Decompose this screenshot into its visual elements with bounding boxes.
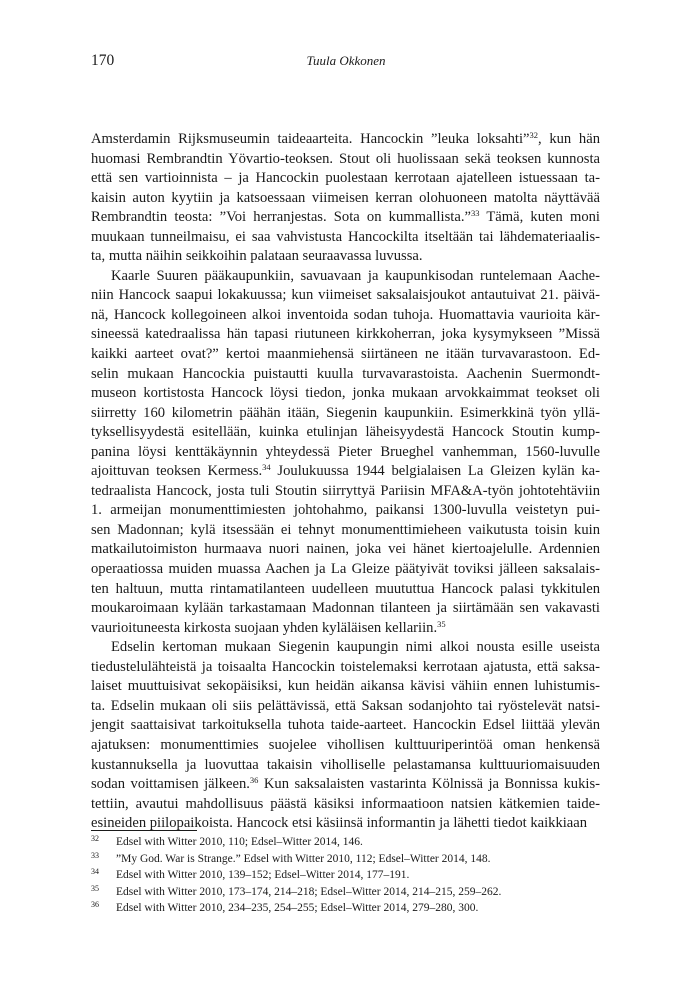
text-run: Kun saksalaisten vastarinta Kölnissä ja Bonnissa kukis- [258,776,600,793]
text-run: huomasi Rembrandtin Yövartio-teoksen. Stout oli huolissaan sekä teoksen kunnosta [91,150,600,167]
paragraph [91,267,600,638]
text-run: vaurioituneesta kirkosta suojaan yhden kyläläisen kellariin. [91,619,438,636]
footnote-number: 33 [91,850,99,860]
text-run: ta, mutta näihin seikkoihin palataan seuraavassa luvussa. [91,248,423,265]
text-line [91,599,600,619]
text-run: sodan voittamisen jälkeen. [91,776,250,793]
text-run: esineiden piilopaikoista. Hancock etsi käsiinsä informantin ja lähetti tiedot kaikkiaan [91,815,588,832]
paragraph [91,130,600,267]
text-run: siirretty 160 kilometrin päähän itään, Siegenin kaupunkiin. Esimerkkinä työn yllä- [91,404,600,421]
footnote-ref: 36 [249,775,259,786]
text-run: Kaarle Suuren pääkaupunkiin, savuavaan ja kaupunkisodan runtelemaan Aache- [111,267,600,284]
text-run: että sen vartioinnista – ja Hancockin puolestaan kerrotaan ajatelleen istuessaan ta- [91,170,600,187]
footnote-text: ”My God. War is Strange.” Edsel with Witter 2010, 112; Edsel–Witter 2014, 148. [116,852,491,865]
text-line [91,462,600,482]
footnote-ref: 33 [470,208,480,219]
text-line [91,521,600,541]
text-run: tyksellisyydestä esitellään, kuinka etulinjan läheisyydestä Hancock Stoutin kump- [91,424,600,441]
text-run: sen Madonnan; kylä itsessään ei tehnyt monumenttimieheen vaikutusta toisin kuin [91,521,600,538]
footnote [91,834,600,851]
footnote-text: Edsel with Witter 2010, 173–174, 214–218; Edsel–Witter 2014, 214–215, 259–262. [116,885,502,898]
text-line [91,423,600,443]
page-header [91,52,601,76]
text-line [91,619,600,639]
text-line [91,325,600,345]
running-head: Tuula Okkonen [306,53,386,68]
text-line [91,580,600,600]
text-line [91,677,600,697]
text-run: tettiin, avautui mahdollisuus päästä käsiksi informaatioon natsien kätkemien taide- [91,795,600,812]
text-line [91,658,600,678]
text-run: Edselin kertoman mukaan Siegenin kaupungin nimi alkoi nousta esille useista [111,639,600,656]
text-line [91,638,600,658]
text-run: niin Hancock saapui lokakuussa; kun viimeiset saksalaisjoukot antautuivat 21. päivä- [91,287,600,304]
text-line [91,286,600,306]
text-line [91,736,600,756]
text-run: panina löysi kenttäkäynnin yhteydessä Pieter Brueghel vanhemman, 1560-luvulle [91,443,600,460]
text-run: tiedustelulähteistä ja toisaalta Hancockin toistelemaksi kerrotaan ajatusta, että saksa- [91,658,600,675]
footnote-text: Edsel with Witter 2010, 110; Edsel–Witter 2014, 146. [116,836,363,848]
footnote-separator [91,830,197,831]
text-line [91,150,600,170]
text-run: 1. armeijan monumenttimiesten johtohahmo, paikansi 1300-luvulla veistetyn pui- [91,502,600,519]
text-run: ta. Edselin mukaan oli siis pelättävissä, että Saksan sodanjohto tai ryöstelevät natsi- [91,697,600,714]
text-line [91,560,600,580]
text-run: selin mukaan Hancockia puistautti kuulla turvavarastoista. Aachenin Suermondt- [91,365,600,382]
text-line [91,716,600,736]
footnote-text: Edsel with Witter 2010, 234–235, 254–255; Edsel–Witter 2014, 279–280, 300. [116,902,479,914]
text-run: muukaan tunneilmaisu, ei saa vahvistusta Hancockilta itseltään tai lähdemateriaalis- [91,228,600,245]
text-line [91,345,600,365]
footnote-ref: 32 [529,130,538,140]
text-run: Amsterdamin Rijksmuseumin taideaarteita. Hancockin ”leuka loksahti” [91,131,530,147]
text-line [91,443,600,463]
text-line [91,697,600,717]
text-run: tedraalista Hancock, josta tuli Stoutin siirryttyä Pariisin MFA&A-työn johtotehtäviin [91,482,600,499]
footnote [91,851,600,868]
text-run: matkailutoimiston hurmaava nuori nainen, joka vei hänet kiertoajelulle. Ardennien [91,541,600,558]
footnote-number: 36 [91,900,99,909]
footnote-text: Edsel with Witter 2010, 139–152; Edsel–Witter 2014, 177–191. [116,869,410,881]
text-line [91,795,600,815]
text-line [91,189,600,209]
text-run: Rembrandtin teosta: ”Voi herranjestas. Sota on kummallista.” [91,209,471,226]
page-number: 170 [91,52,115,69]
text-run: nä, Hancock kollegoineen alkoi inventoida sodan tuhoja. Huomattavia vaurioita kär- [91,306,600,323]
text-run: moukaroimaan kylään tarkastamaan Madonnan tilanteen ja siirtämään sen vakavasti [91,600,600,617]
text-run: Joulukuussa 1944 belgialaisen La Gleizen kylän ka- [270,463,601,480]
text-line [91,228,600,248]
text-line [91,384,600,404]
text-run: ten haltuun, mutta rintamatilanteen uudelleen muututtua Hancock palasi tykkitulen [91,580,600,597]
text-line [91,130,600,150]
text-line [91,756,600,776]
text-line [91,267,600,287]
footnote-number: 34 [91,867,99,876]
text-run: , kun hän [537,131,600,147]
text-line [91,306,600,326]
text-run: operaatiossa muiden muassa Aachen ja La Gleize päätyivät toviksi jälleen saksalais- [91,561,600,578]
footnote [91,884,600,901]
text-line [91,247,600,267]
text-run: jengit saattaisivat tarkoituksella tuhota taide-aarteet. Hancockin Edsel liittää ylevän [91,717,600,734]
text-run: Tämä, kuten moni [479,209,600,226]
text-line [91,482,600,502]
paragraph [91,638,600,833]
text-line [91,501,600,521]
footnote [91,867,600,884]
text-run: museon kortistosta Hancock löysi tiedon, jonka mukaan arvokkaimmat teokset oli [91,385,600,402]
footnotes [91,834,600,917]
footnote [91,900,600,917]
body-text [91,130,600,834]
text-line [91,404,600,424]
text-line [91,169,600,189]
text-line [91,365,600,385]
text-run: ajatuksen: monumenttimies suojelee vihollisen kulttuuriperintöä oman henkensä [91,736,600,753]
footnote-ref: 35 [437,618,446,629]
text-line [91,775,600,795]
text-run: ajoittuvan teoksen Kermess. [91,463,263,480]
footnote-number: 35 [91,883,99,893]
text-line [91,208,600,228]
text-run: sineessä katedraalissa hän tapasi riutuneen kirkkoherran, joka kysymykseen ”Missä [91,326,600,343]
text-run: kaikki aarteet ovat?” kertoi maanmiehensä siirtäneen ne itään turvavarastoon. Ed- [91,346,600,363]
text-run: laiset muuttuisivat sekopäisiksi, kun heidän aikansa kävisi vähiin ennen luhistumis- [91,678,600,695]
footnote-number: 32 [91,834,99,843]
text-run: kustannuksella ja luovuttaa takaisin viholliselle pelastamansa kulttuuriomaisuuden [91,756,600,773]
text-run: kaisin auton kyytiin ja katsoessaan viimeisen kerran olohuoneen matolta näyttävää [91,189,600,206]
footnote-ref: 34 [262,462,271,473]
text-line [91,540,600,560]
